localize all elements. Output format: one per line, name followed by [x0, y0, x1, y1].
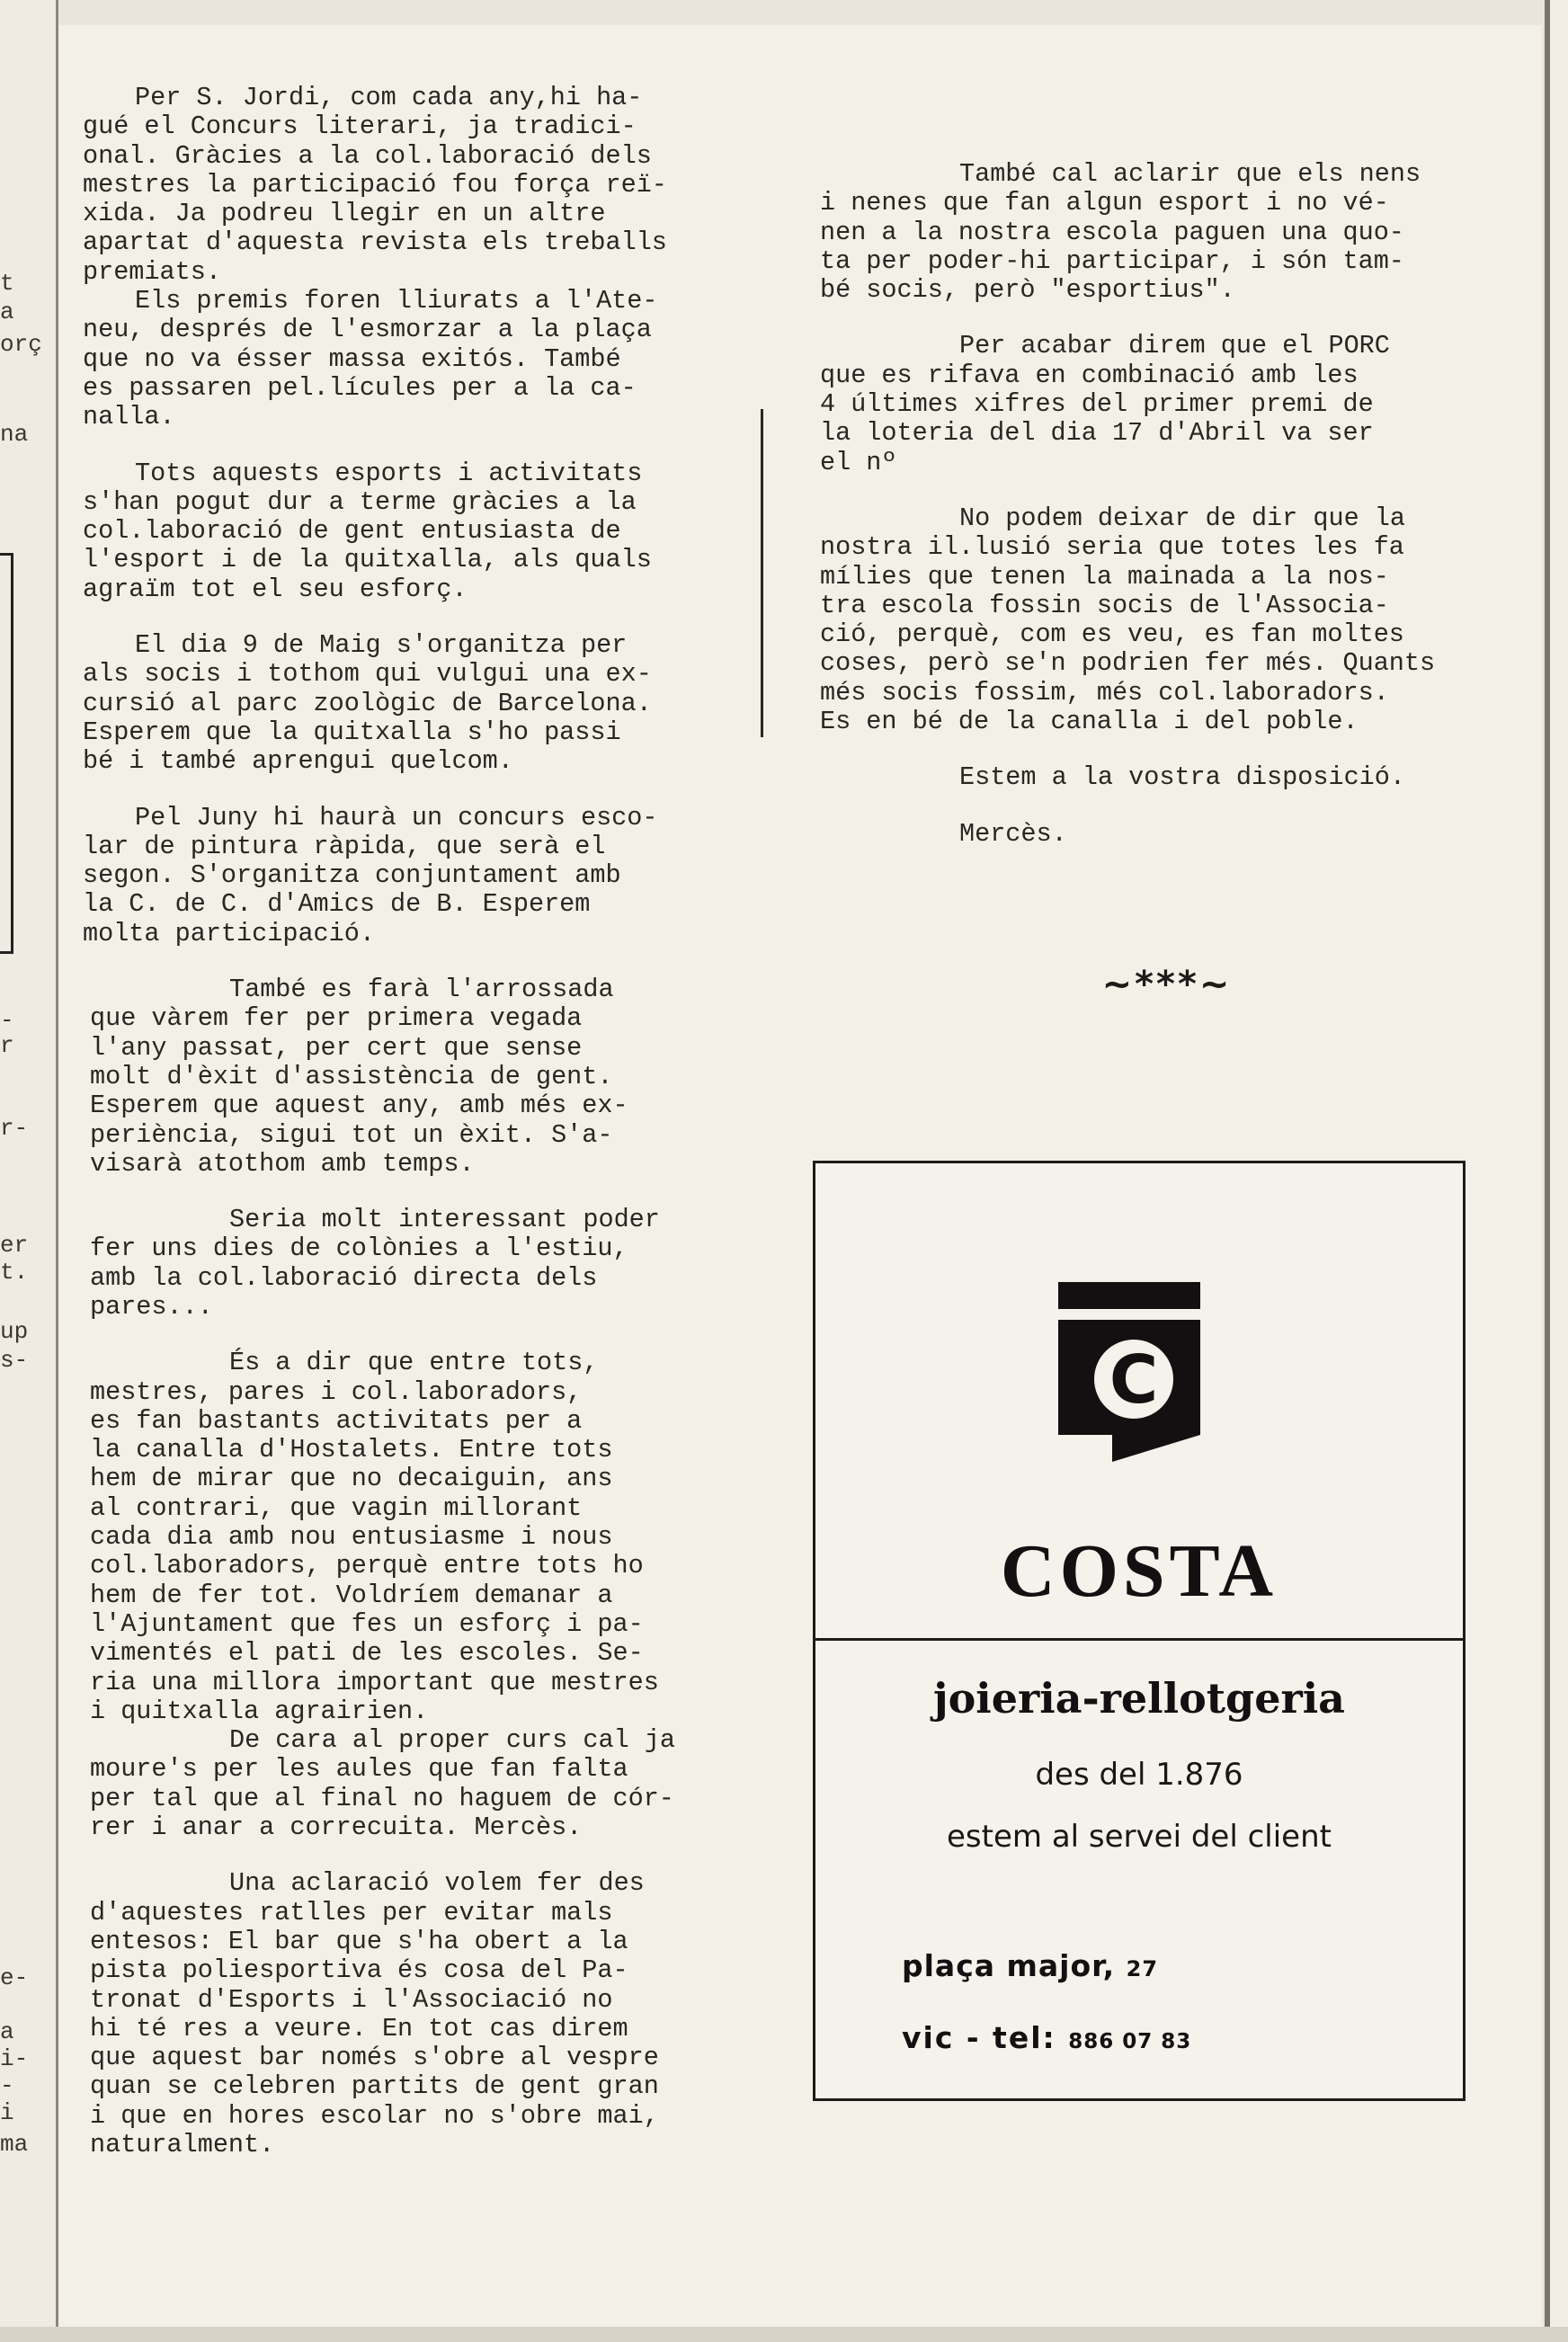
adjacent-page-text-fragment: a: [0, 298, 14, 325]
adjacent-page-text-fragment: up: [0, 1318, 29, 1345]
ad-service: estem al servei del client: [947, 1819, 1332, 1855]
text-line: Esperem que la quitxalla s'ho passi: [83, 717, 621, 747]
text-line: i quitxalla agrairien.: [90, 1696, 429, 1726]
text-line: s'han pogut dur a terme gràcies a la: [83, 486, 637, 517]
adjacent-page-text-fragment: er: [0, 1232, 29, 1259]
adjacent-page-text-fragment: r: [0, 1032, 14, 1059]
text-line: entesos: El bar que s'ha obert a la: [90, 1926, 628, 1956]
text-line: la C. de C. d'Amics de B. Esperem: [83, 889, 591, 920]
text-line: que vàrem fer per primera vegada: [90, 1003, 583, 1034]
text-line: que es rifava en combinació amb les: [820, 360, 1359, 390]
text-line: per tal que al final no haguem de cór-: [90, 1783, 674, 1813]
text-line: onal. Gràcies a la col.laboració dels: [83, 140, 652, 171]
adjacent-page-text-fragment: t: [0, 270, 14, 297]
text-line: nostra il.lusió seria que totes les fa: [820, 532, 1404, 563]
text-line: vimentés el pati de les escoles. Se-: [90, 1638, 644, 1669]
text-line: hem de fer tot. Voldríem demanar a: [90, 1580, 613, 1610]
text-line: 4 últimes xifres del primer premi de: [820, 389, 1374, 420]
text-line: Pel Juny hi haurà un concurs esco-: [135, 802, 658, 833]
left_column-paragraph: [83, 84, 748, 432]
adjacent-page-text-fragment: r-: [0, 1115, 29, 1142]
text-line: premiats.: [83, 256, 221, 287]
text-line: xida. Ja podreu llegir en un altre: [83, 199, 606, 229]
text-line: es fan bastants activitats per a: [90, 1405, 583, 1436]
adjacent-page-text-fragment: i-: [0, 2045, 29, 2072]
ad-address-street: plaça major,: [902, 1948, 1116, 1983]
adjacent-page-text-fragment: -: [0, 1007, 14, 1034]
adjacent-page-text-fragment: t.: [0, 1259, 29, 1286]
text-line: amb la col.laboració directa dels: [90, 1262, 598, 1293]
text-line: Seria molt interessant poder: [229, 1205, 660, 1235]
text-line: l'Ajuntament que fes un esforç i pa-: [90, 1608, 644, 1639]
ad-address-number: 27: [1126, 1956, 1159, 1981]
text-line: Per S. Jordi, com cada any,hi ha-: [135, 83, 643, 112]
text-line: naturalment.: [90, 2130, 275, 2159]
left-article-column: [83, 84, 748, 2186]
left_column-paragraph: [83, 975, 748, 1179]
ad-city: vic - tel:: [902, 2020, 1056, 2055]
right_column-paragraph: [820, 820, 1485, 849]
text-line: No podem deixar de dir que la: [959, 503, 1405, 533]
text-line: quan se celebren partits de gent gran: [90, 2071, 659, 2102]
adjacent-page-text-fragment: ma: [0, 2131, 29, 2158]
text-line: fer uns dies de colònies a l'estiu,: [90, 1233, 628, 1264]
text-line: apartat d'aquesta revista els treballs: [83, 227, 667, 258]
text-line: mílies que tenen la mainada a la nos-: [820, 561, 1389, 592]
text-line: Mercès.: [959, 818, 1067, 849]
text-line: ció, perquè, com es veu, es fan moltes: [820, 619, 1404, 650]
adjacent-page-text-fragment: -: [0, 2072, 14, 2099]
text-line: hi té res a veure. En tot cas direm: [90, 2013, 628, 2044]
right-article-column: [820, 160, 1485, 876]
page-edge: [1545, 0, 1568, 2342]
section-ornament: ~***~: [1101, 964, 1233, 1005]
right_column-paragraph: [820, 332, 1485, 476]
text-line: ta per poder-hi participar, i són tam-: [820, 245, 1404, 276]
ad-phone-line: [902, 2020, 1191, 2055]
text-line: i que en hores escolar no s'obre mai,: [90, 2100, 659, 2131]
text-line: molta participació.: [83, 918, 375, 948]
adjacent-page-box: [0, 553, 13, 954]
text-line: Estem a la vostra disposició.: [959, 762, 1405, 793]
costa-logo-letter: C: [1109, 1341, 1159, 1419]
text-line: neu, després de l'esmorzar a la plaça: [83, 315, 652, 345]
text-line: i nenes que fan algun esport i no vé-: [820, 188, 1389, 218]
ad-since: des del 1.876: [1035, 1757, 1243, 1793]
text-line: que aquest bar només s'obre al vespre: [90, 2043, 659, 2073]
text-line: Per acabar direm que el PORC: [959, 331, 1390, 361]
adjacent-page-strip: [0, 0, 58, 2342]
column-separator-line: [761, 409, 763, 737]
text-line: De cara al proper curs cal ja: [229, 1725, 675, 1756]
ad-brand-name: COSTA: [1000, 1529, 1278, 1613]
text-line: El dia 9 de Maig s'organitza per: [135, 630, 628, 661]
adjacent-page-text-fragment: s-: [0, 1347, 29, 1374]
text-line: hem de mirar que no decaiguin, ans: [90, 1464, 613, 1494]
text-line: la canalla d'Hostalets. Entre tots: [90, 1435, 613, 1465]
ad-phone: 886 07 83: [1068, 2030, 1192, 2053]
text-line: més socis fossim, més col.laboradors.: [820, 677, 1389, 708]
text-line: moure's per les aules que fan falta: [90, 1754, 628, 1785]
ad-address: [902, 1948, 1158, 1983]
text-line: nalla.: [83, 402, 175, 432]
right_column-paragraph: [820, 160, 1485, 305]
text-line: cursió al parc zoològic de Barcelona.: [83, 688, 652, 718]
text-line: Els premis foren lliurats a l'Ate-: [135, 286, 658, 316]
text-line: col.laboradors, perquè entre tots ho: [90, 1551, 644, 1581]
adjacent-page-text-fragment: i: [0, 2099, 14, 2126]
text-line: agraïm tot el seu esforç.: [83, 574, 468, 604]
left_column-paragraph: [83, 459, 748, 604]
text-line: tronat d'Esports i l'Associació no: [90, 1984, 613, 2015]
text-line: Una aclaració volem fer des: [229, 1868, 645, 1899]
text-line: lar de pintura ràpida, que serà el: [83, 831, 606, 861]
adjacent-page-text-fragment: orç: [0, 331, 42, 358]
text-line: la loteria del dia 17 d'Abril va ser: [820, 418, 1374, 449]
text-line: que no va ésser massa exitós. També: [83, 343, 621, 374]
text-line: coses, però se'n podrien fer més. Quants: [820, 648, 1436, 679]
left_column-paragraph: [83, 1206, 748, 1322]
text-line: l'esport i de la quitxalla, als quals: [83, 545, 652, 575]
text-line: visarà atothom amb temps.: [90, 1148, 475, 1179]
text-line: als socis i tothom qui vulgui una ex-: [83, 659, 652, 690]
text-line: bé socis, però "esportius".: [820, 275, 1235, 306]
text-line: periència, sigui tot un èxit. S'a-: [90, 1119, 613, 1150]
text-line: Es en bé de la canalla i del poble.: [820, 707, 1359, 737]
text-line: ria una millora important que mestres: [90, 1667, 659, 1697]
ad-tagline: joieria-rellotgeria: [932, 1674, 1345, 1723]
adjacent-page-text-fragment: e-: [0, 1964, 29, 1991]
text-line: pista poliesportiva és cosa del Pa-: [90, 1955, 628, 1986]
text-line: l'any passat, per cert que sense: [90, 1032, 583, 1063]
text-line: el nº: [820, 447, 897, 477]
text-line: gué el Concurs literari, ja tradici-: [83, 111, 637, 142]
text-line: Tots aquests esports i activitats: [135, 458, 643, 488]
text-line: al contrari, que vagin millorant: [90, 1492, 583, 1523]
left_column-paragraph: [83, 1349, 748, 1842]
left_column-paragraph: [83, 1869, 748, 2159]
text-line: mestres la participació fou força reï-: [83, 169, 667, 200]
adjacent-page-text-fragment: na: [0, 421, 29, 448]
text-line: nen a la nostra escola paguen una quo-: [820, 217, 1404, 247]
costa-advertisement: [813, 1161, 1466, 2101]
left_column-paragraph: [83, 804, 748, 948]
adjacent-page-text-fragment: a: [0, 2018, 14, 2045]
left_column-paragraph: [83, 631, 748, 776]
text-line: d'aquestes ratlles per evitar mals: [90, 1897, 613, 1928]
right_column-paragraph: [820, 763, 1485, 792]
text-line: rer i anar a correcuita. Mercès.: [90, 1812, 583, 1843]
text-line: cada dia amb nou entusiasme i nous: [90, 1522, 613, 1553]
text-line: També cal aclarir que els nens: [959, 159, 1421, 189]
right_column-paragraph: [820, 504, 1485, 736]
text-line: mestres, pares i col.laboradors,: [90, 1376, 583, 1407]
ad-divider: [815, 1638, 1463, 1641]
costa-logo-icon: [1058, 1282, 1200, 1462]
scan-bottom-edge: [0, 2327, 1568, 2342]
text-line: es passaren pel.lícules per a la ca-: [83, 372, 637, 403]
text-line: molt d'èxit d'assistència de gent.: [90, 1061, 613, 1091]
text-line: També es farà l'arrossada: [229, 975, 614, 1005]
text-line: tra escola fossin socis de l'Associa-: [820, 590, 1389, 620]
text-line: bé i també aprengui quelcom.: [83, 746, 513, 777]
text-line: Esperem que aquest any, amb més ex-: [90, 1091, 628, 1121]
text-line: segon. S'organitza conjuntament amb: [83, 860, 621, 891]
text-line: pares...: [90, 1291, 213, 1322]
text-line: col.laboració de gent entusiasta de: [83, 516, 621, 547]
text-line: És a dir que entre tots,: [229, 1348, 599, 1378]
